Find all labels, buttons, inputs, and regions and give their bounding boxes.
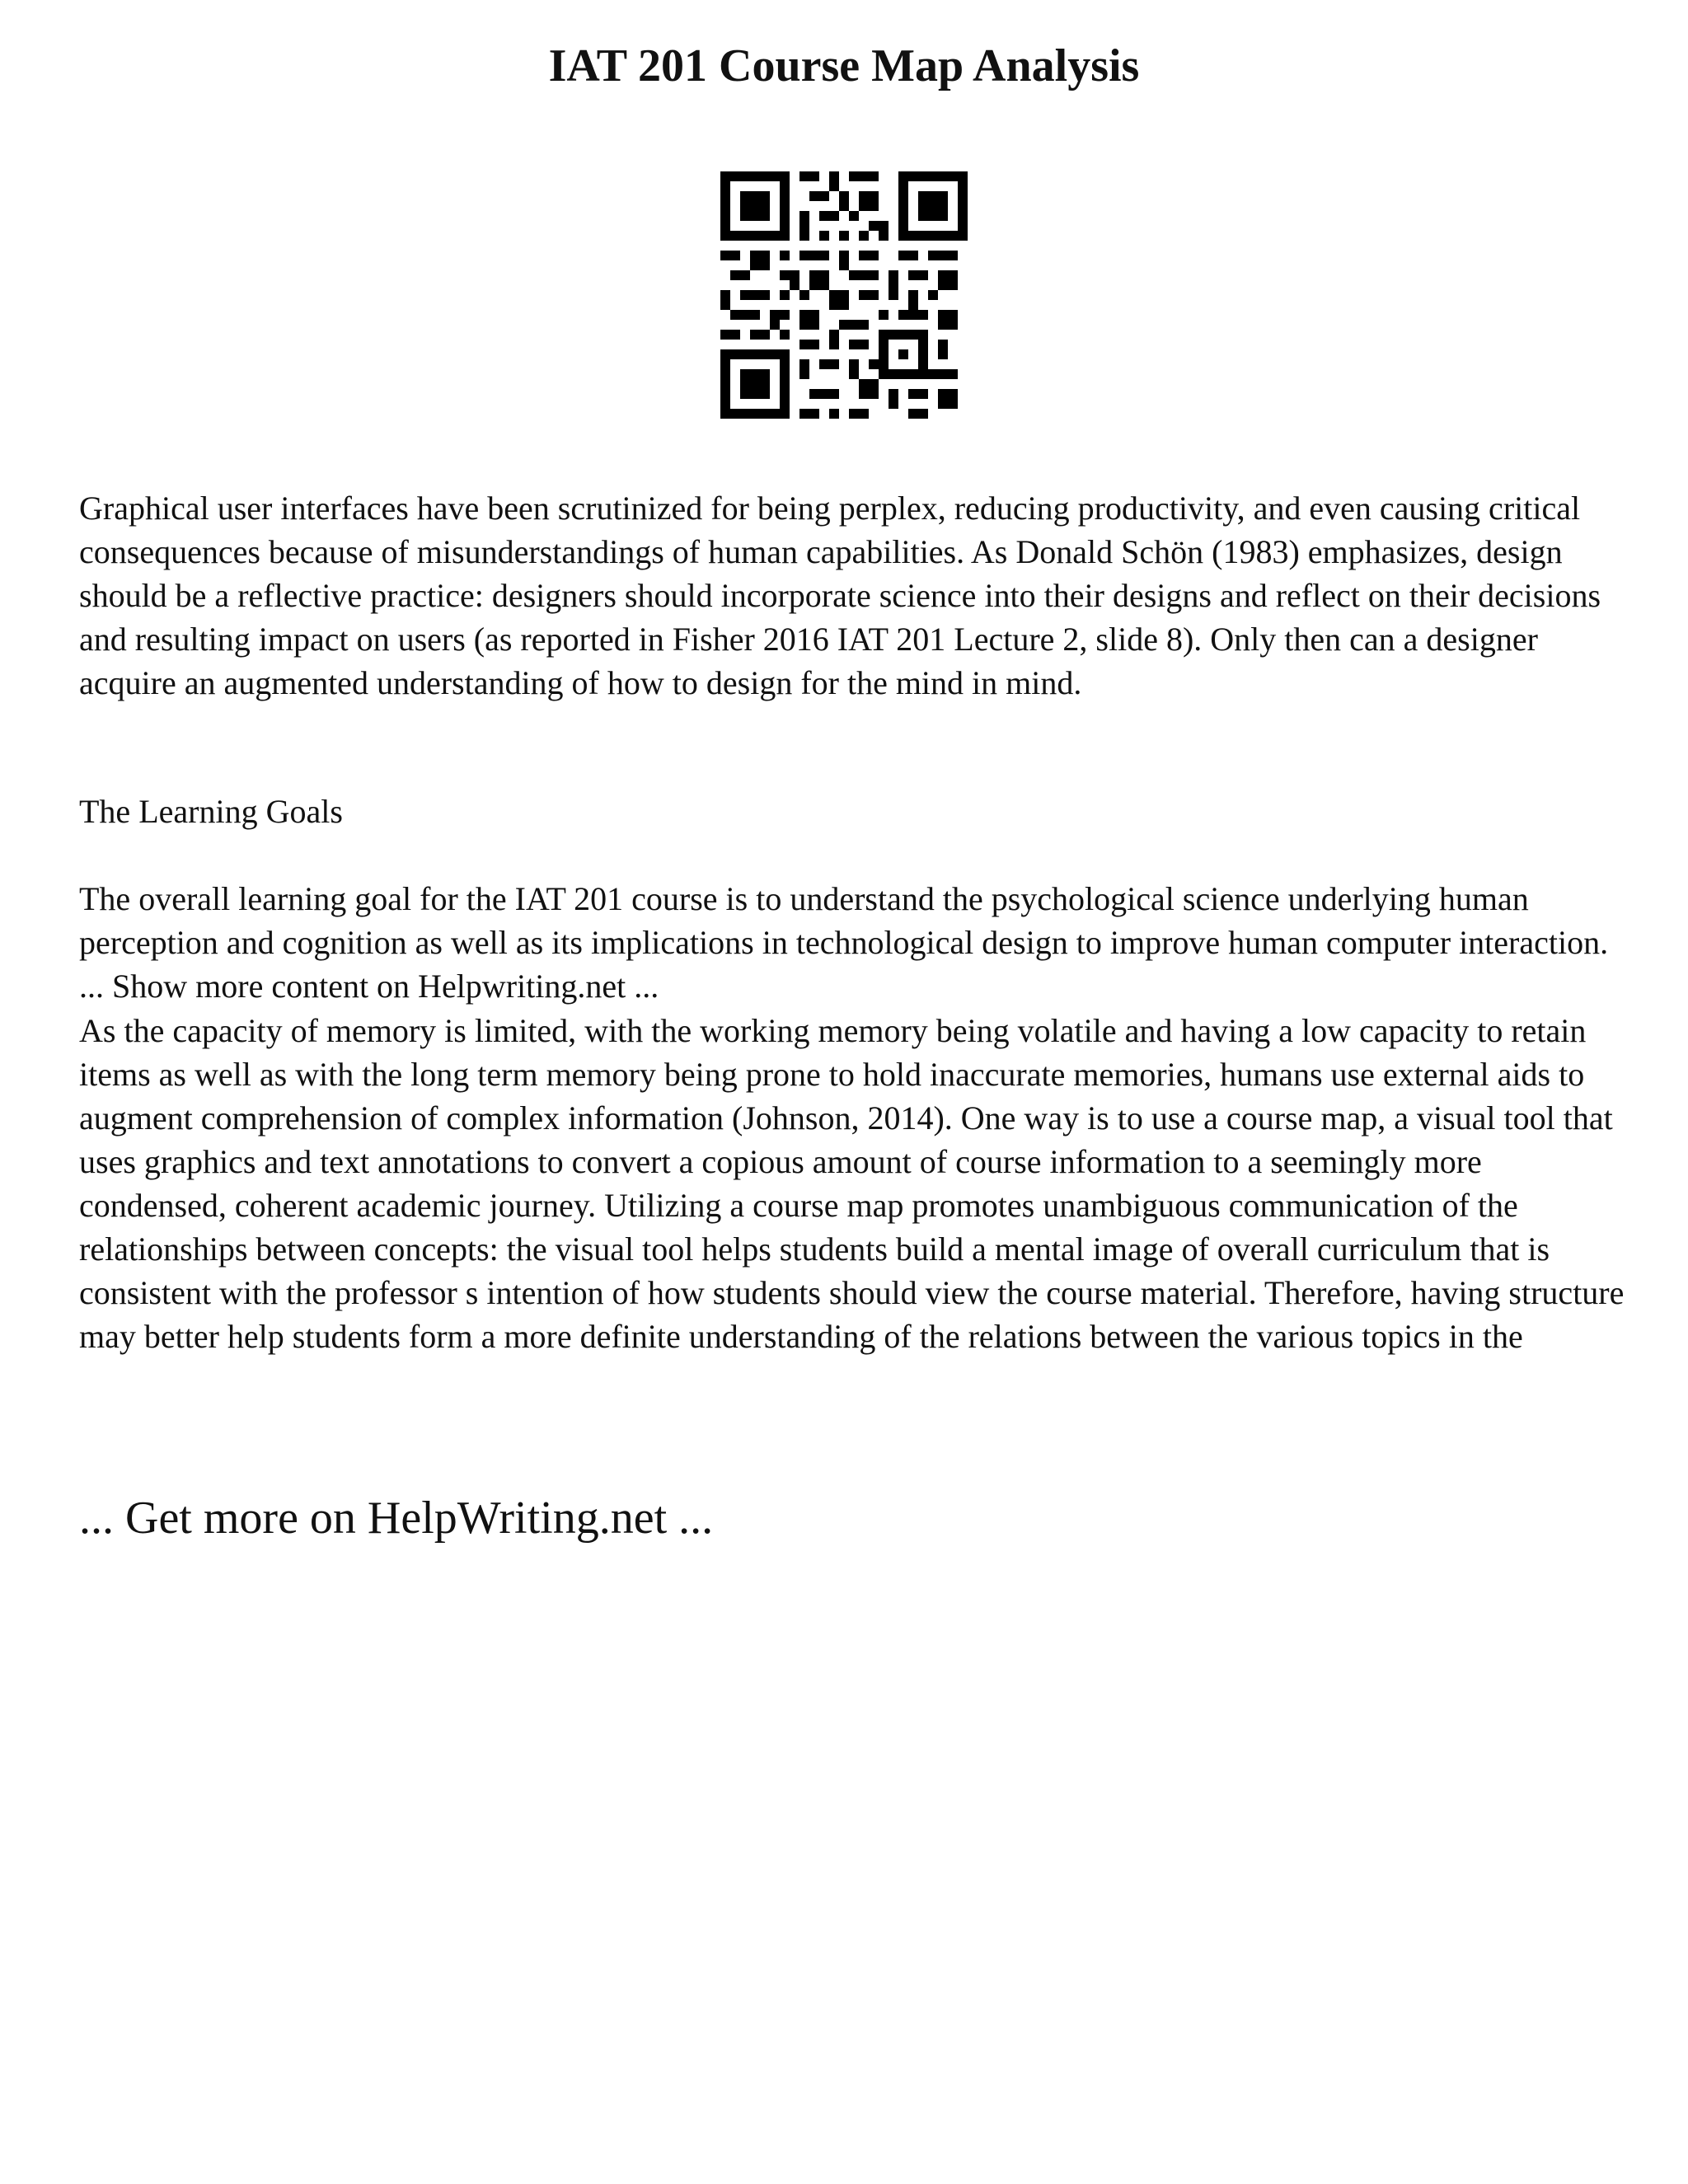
memory-paragraph: As the capacity of memory is limited, with the working memory being volatile and having a low capacity to retain items as well as with the long term memory being prone to hold inaccurate memories, humans use external aids to augment comprehension of complex information (Johnson, 2014). One way is to use a course map, a visual tool that uses graphics and text annotations to convert a copious amount of course information to a seemingly more condensed, coherent academic journey. Utilizing a course map promotes unambiguous communication of the relationships between concepts: the visual tool helps students build a mental image of overall curriculum that is consistent with the professor s intention of how students should view the course material. Therefore, having structure may better help students form a more definite understanding of the relations between the various topics in the (79, 1012, 1625, 1355)
intro-paragraph: Graphical user interfaces have been scrutinized for being perplex, reducing productivity, and even causing critical consequences because of misunderstandings of human capabilities. As Donald Schön (1983) emphasizes, design should be a reflective practice: designers should incorporate science into their designs and reflect on their decisions and resulting impact on users (as reported in Fisher 2016 IAT 201 Lecture 2, slide 8). Only then can a designer acquire an augmented understanding of how to design for the mind in mind. (79, 490, 1601, 701)
page-title: IAT 201 Course Map Analysis (548, 40, 1140, 91)
get-more-link-text: ... Get more on HelpWriting.net ... (79, 1493, 714, 1544)
learning-goals-heading: The Learning Goals (79, 793, 343, 830)
qr-code-icon (720, 171, 968, 419)
learning-goal-paragraph: The overall learning goal for the IAT 201 course is to understand the psychological science underlying human perception and cognition as well as its implications in technological design to improve human computer interaction. ... Show more content on Helpwriting.net ... (79, 880, 1609, 1005)
